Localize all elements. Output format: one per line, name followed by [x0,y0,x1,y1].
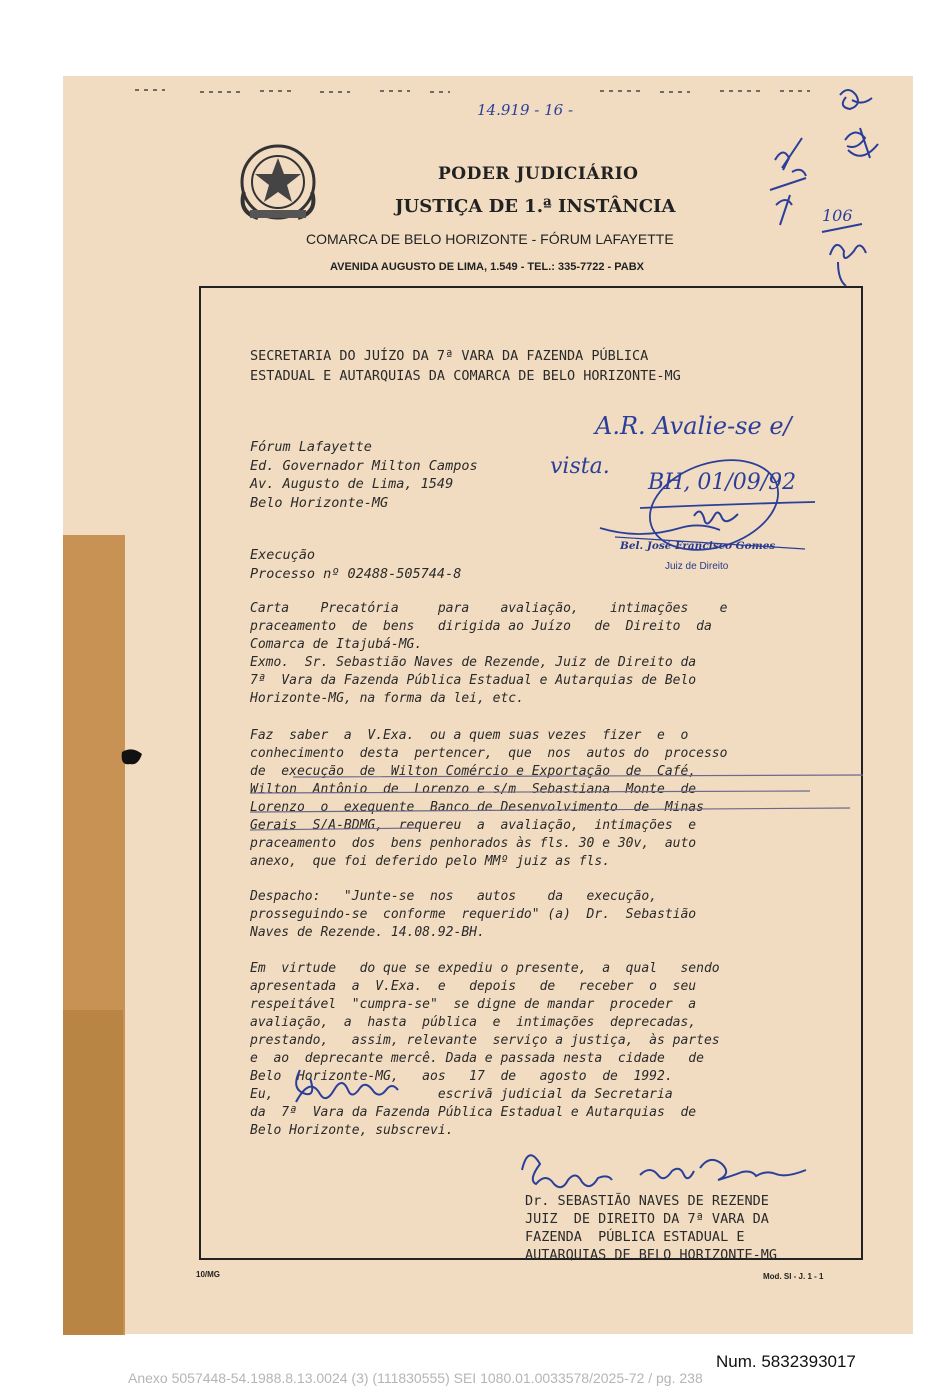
stamp-line [615,537,805,549]
case-process-number: Processo nº 02488-505744-8 [250,566,462,582]
signature-line: FAZENDA PÚBLICA ESTADUAL E [525,1229,745,1245]
secretaria-line: ESTADUAL E AUTARQUIAS DA COMARCA DE BELO HORIZONTE-MG [250,368,681,384]
page-fraction-scribble [770,138,806,225]
secretaria-line: SECRETARIA DO JUÍZO DA 7ª VARA DA FAZENDA PÚBLICA [250,348,649,364]
clerk-signature [296,1070,398,1102]
address-line: Ed. Governador Milton Campos [250,457,478,474]
punch-hole-mark [122,749,142,764]
paragraph-carta: Carta Precatória para avaliação, intimações e praceamento de bens dirigida ao Juízo de Direito da Comarca de Itajubá-MG. Exmo. Sr. Sebastião Naves de Rezende, Juiz de Direito da 7ª Vara da Fazenda Pública Estadual e Autarquias de Belo Horizonte-MG, na forma da lei, etc. [250,601,728,706]
paragraph-despacho: Despacho: "Junte-se nos autos da execução, prosseguindo-se conforme requerido" (a) Dr. Sebastião Naves de Rezende. 14.08.92-BH. [250,889,697,940]
form-code-left: 10/MG [196,1270,221,1279]
case-type: Execução [250,547,316,563]
header-comarca: COMARCA DE BELO HORIZONTE - FÓRUM LAFAYETTE [306,231,674,247]
annex-reference: Anexo 5057448-54.1988.8.13.0024 (3) (111830555) SEI 1080.01.0033578/2025-72 / pg. 238 [128,1370,703,1386]
handwritten-number: 14.919 - 16 - [477,101,574,119]
judge-main-signature [522,1155,806,1187]
signature-line: Dr. SEBASTIÃO NAVES DE REZENDE [525,1193,769,1209]
dispatch-note-line2: vista. [550,454,610,479]
dispatch-underline [600,502,815,534]
judge-stamp-name: Bel. José Francisco Gomes [620,540,776,552]
address-line: Av. Augusto de Lima, 1549 [250,476,454,492]
signature-line: JUIZ DE DIREITO DA 7ª VARA DA [525,1211,769,1227]
address-line: Belo Horizonte-MG [250,494,389,511]
header-address: AVENIDA AUGUSTO DE LIMA, 1.549 - TEL.: 335-7722 - PABX [330,261,644,273]
margin-page-number: 106 [822,206,853,225]
header-title: PODER JUDICIÁRIO [438,164,639,184]
form-code-right: Mod. SI - J. 1 - 1 [763,1272,824,1281]
document-number: Num. 5832393017 [716,1352,856,1371]
address-line: Fórum Lafayette [250,439,372,455]
paragraph-em-virtude: Em virtude do que se expediu o presente, a qual sendo apresentada a V.Exa. e depois de receber o seu respeitável "cumpra-se" se digne de mandar proceder a avaliação, a hasta pública e intimações deprecadas, prestando, assim, relevante serviço a justiça, às partes e ao deprecante mercê. Dada e passada nesta cidade de Belo Horizonte-MG, aos 17 de agosto de 1992. Eu, escrivã judicial da Secretaria da 7ª Vara da Fazenda Pública Estadual e Autarquias de Belo Horizonte, subscrevi. [250,961,720,1138]
dispatch-date: BH, 01/09/92 [648,470,797,495]
top-dash-marks [135,90,810,92]
margin-rubric-scribble [822,224,866,286]
folio-scribble [845,128,878,158]
judge-stamp-role: Juiz de Direito [665,561,729,572]
pencil-underlines [250,775,863,830]
dispatch-note-line1: A.R. Avalie-se e/ [595,412,792,440]
corner-initials-scribble [840,90,872,109]
signature-line: AUTARQUIAS DE BELO HORIZONTE-MG [525,1247,777,1263]
judge-signature [694,511,738,523]
header-subtitle: JUSTIÇA DE 1.ª INSTÂNCIA [395,196,676,217]
paragraph-faz-saber: Faz saber a V.Exa. ou a quem suas vezes fizer e o conhecimento desta pertencer, que nos autos do processo de execução de Wilton Comércio e Exportação de Café, Wilton Antônio de Lorenzo e s/m Sebastiana Monte de Lorenzo o exequente Banco de Desenvolvimento de Minas Gerais S/A-BDMG, requereu a avaliação, intimações e praceamento dos bens penhorados às fls. 30 e 30v, auto anexo, que foi deferido pelo MMº juiz as fls. [250,728,728,869]
